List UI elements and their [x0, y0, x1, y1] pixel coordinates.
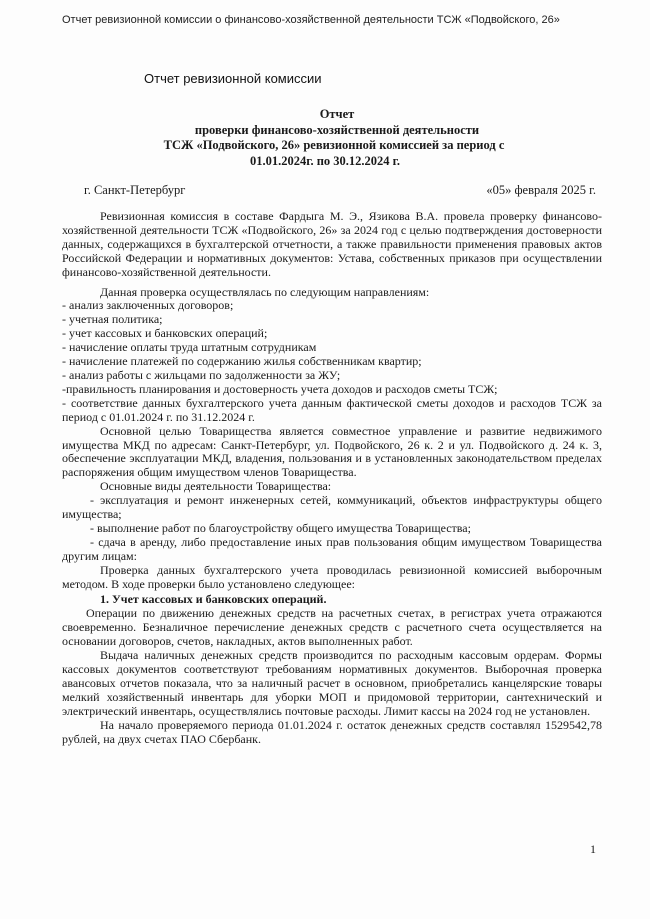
title-line-3: ТСЖ «Подвойского, 26» ревизионной комиссией за период с — [163, 138, 505, 152]
direction-item: - учетная политика; — [62, 312, 163, 327]
section-1-paragraph-2: Выдача наличных денежных средств производится по расходным кассовым ордерам. Формы кассовых документов соответствуют требованиям нормативных документов. Выборочная проверка авансовых отчетов показала, что за наличный расчет в основном, приобретались канцелярские товары мелкий хозяйственный инвентарь для уборки МОП и придомовой территории, сантехнический и электрический инвентарь, осуществлялись почтовые расходы. Лимит кассы на 2024 год не установлен. — [62, 648, 602, 718]
report-date: «05» февраля 2025 г. — [486, 183, 596, 197]
section-1-title: 1. Учет кассовых и банковских операций. — [100, 592, 327, 607]
page-number: 1 — [590, 842, 596, 856]
report-title — [0, 107, 650, 169]
direction-item: - учет кассовых и банковских операций; — [62, 326, 268, 341]
title-line-1: Отчет — [319, 107, 355, 121]
committee-heading: Отчет ревизионной комиссии — [144, 71, 322, 86]
intro-paragraph: Ревизионная комиссия в составе Фардыга М. Э., Язикова В.А. провела проверку финансово-хозяйственной деятельности ТСЖ «Подвойского, 26» за 2024 год с целью подтверждения достоверности данных, содержащихся в бухгалтерской отчетности, а также правильности применения правовых актов Российской Федерации и нормативных документов: Устава, собственных приказов при осуществлении финансово-хозяйственной деятельности. — [62, 209, 602, 279]
report-body — [62, 210, 602, 746]
activity-item: - сдача в аренду, либо предоставление иных прав пользования общим имуществом Товарищества другим лицам: — [62, 534, 602, 563]
section-1-paragraph-1: Операции по движению денежных средств на расчетных счетах, в регистрах учета отражаются своевременно. Безналичное перечисление денежных средств с расчетного счета осуществляется на основании договоров, счетов, накладных, актов выполненных работ. — [62, 606, 602, 649]
place-date-row — [84, 183, 596, 198]
direction-item: - начисление оплаты труда штатным сотрудникам — [62, 340, 317, 355]
purpose-paragraph: Основной целью Товарищества является совместное управление и развитие недвижимого имущества МКД по адресам: Санкт-Петербург, ул. Подвойского, 26 к. 2 и ул. Подвойского д. 24 к. 3, обеспечение эксплуатации МКД, владения, пользования и в установленных законодательством пределах распоряжения общим имуществом членов Товарищества. — [62, 423, 602, 480]
title-line-2: проверки финансово-хозяйственной деятельности — [194, 122, 480, 137]
direction-item: - анализ заключенных договоров; — [62, 298, 234, 313]
activity-item: - эксплуатация и ремонт инженерных сетей, коммуникаций, объектов инфраструктуры общего имущества; — [62, 493, 602, 522]
sampling-paragraph: Проверка данных бухгалтерского учета проводилась ревизионной комиссией выборочным методом. В ходе проверки было установлено следующее: — [62, 562, 602, 591]
title-line-4: 01.01.2024г. по 30.12.2024 г. — [249, 153, 401, 168]
activity-item: - выполнение работ по благоустройству общего имущества Товарищества; — [90, 520, 471, 535]
direction-item: -правильность планирования и достоверность учета доходов и расходов сметы ТСЖ; — [62, 381, 498, 396]
direction-item: - начисление платежей по содержанию жилья собственникам квартир; — [62, 354, 422, 369]
activities-lead: Основные виды деятельности Товарищества: — [100, 479, 332, 494]
place: г. Санкт-Петербург — [84, 183, 186, 197]
directions-lead: Данная проверка осуществлялась по следующим направлениям: — [100, 284, 430, 299]
direction-item: - соответствие данных бухгалтерского учета данным фактической сметы доходов и расходов ТСЖ за период с 01.01.2024 г. по 31.12.2024 г. — [62, 395, 602, 424]
running-header: Отчет ревизионной комиссии о финансово-хозяйственной деятельности ТСЖ «Подвойского, 26» — [62, 14, 560, 26]
direction-item: - анализ работы с жильцами по задолженности за ЖУ; — [62, 367, 341, 382]
section-1-paragraph-3: На начало проверяемого периода 01.01.2024 г. остаток денежных средств составлял 1529542,78 рублей, на двух счетах ПАО Сбербанк. — [62, 717, 602, 746]
